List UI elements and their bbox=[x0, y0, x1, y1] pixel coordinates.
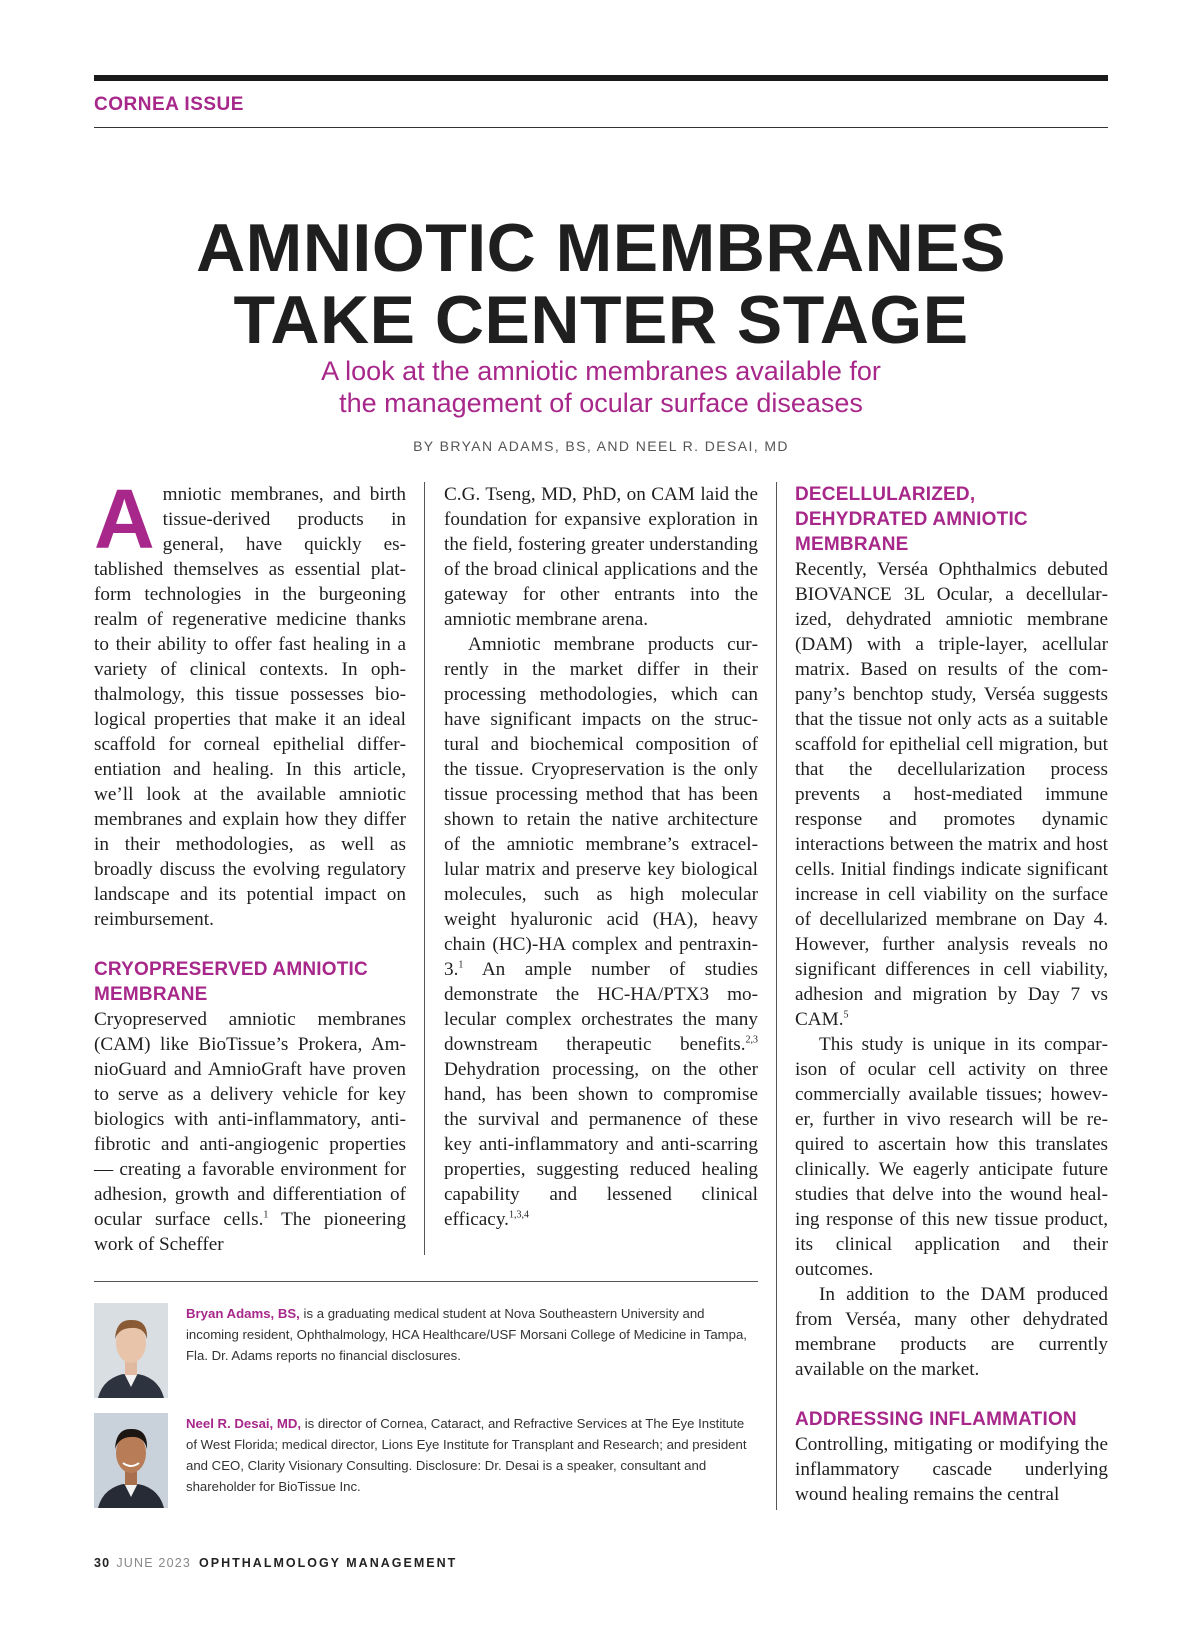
cam-paragraph-1-tail-start: The pioneering work of Scheffer bbox=[94, 1209, 406, 1255]
reference-marker: 1,3,4 bbox=[508, 1209, 529, 1221]
cam-paragraph-1-text: Cryopreserved amniotic membranes (CAM) like BioTissue’s Prokera, AmnioGuard and AmnioGraft have proven to serve as a delivery vehicle for key biologics with anti-inflammatory, anti-fibrotic and anti-angiogenic properties — creating a favorable environment for adhesion, growth and differentiation of ocular surface cells. bbox=[94, 1009, 406, 1230]
page-footer bbox=[94, 1556, 457, 1570]
deck-line-1: A look at the amniotic membranes available for bbox=[321, 356, 881, 386]
reference-marker: 1 bbox=[263, 1209, 269, 1221]
inflammation-paragraph-1: Controlling, mitigating or modifying the inflammatory cascade underlying wound healing remains the central bbox=[795, 1434, 1108, 1505]
author-photo-adams bbox=[94, 1303, 168, 1398]
page-number: 30 bbox=[94, 1556, 111, 1570]
reference-marker: 5 bbox=[843, 1009, 849, 1021]
cam-paragraph-1 bbox=[94, 1007, 406, 1257]
byline: BY BRYAN ADAMS, BS, AND NEEL R. DESAI, MD bbox=[413, 438, 789, 454]
bio-name: Bryan Adams, BS, bbox=[186, 1306, 300, 1321]
header-divider bbox=[94, 127, 1108, 128]
cam-heading: CRYOPRESERVED AMNIOTIC MEMBRANE bbox=[94, 959, 368, 1005]
cam-paragraph-2-b: An ample number of studies demonstrate the HC-HA/PTX3 molecular complex orchestrates the many downstream therapeutic benefits. bbox=[444, 959, 758, 1055]
issue-date: JUNE 2023 bbox=[116, 1556, 192, 1570]
reference-marker: 1 bbox=[458, 959, 464, 971]
dam-paragraph-3: In addition to the DAM produced from Verséa, many other dehydrated membrane products are currently available on the market. bbox=[795, 1284, 1108, 1380]
column-2 bbox=[444, 482, 758, 1232]
column-1 bbox=[94, 472, 406, 1257]
cam-paragraph-2 bbox=[444, 632, 758, 1232]
drop-cap: A bbox=[94, 472, 155, 566]
bio-text-desai bbox=[186, 1413, 758, 1497]
deck-line-2: the management of ocular surface diseases bbox=[339, 388, 863, 418]
bio-description: is a graduating medical student at Nova Southeastern University and incoming resident, Ophthalmology, HCA Healthcare/USF Morsani College of Medicine in Tampa, Fla. Dr. Adams reports no financial disclosures. bbox=[186, 1306, 747, 1363]
title-line-1: AMNIOTIC MEMBRANES bbox=[196, 210, 1006, 286]
section-label: CORNEA ISSUE bbox=[94, 94, 244, 115]
cam-paragraph-2-c: Dehydration processing, on the other hand, has been shown to compromise the survival and permanence of these key anti-inflammatory and anti-scarring properties, suggesting reduced healing capability and lessened clinical efficacy. bbox=[444, 1059, 758, 1230]
bio-name: Neel R. Desai, MD, bbox=[186, 1416, 302, 1431]
column-divider-1 bbox=[424, 482, 425, 1255]
column-3 bbox=[795, 482, 1108, 1507]
reference-marker: 2,3 bbox=[745, 1034, 758, 1046]
article-title bbox=[94, 212, 1108, 356]
inflammation-heading: ADDRESSING INFLAMMATION bbox=[795, 1409, 1077, 1430]
bio-text-adams bbox=[186, 1303, 758, 1366]
publication-name: OPHTHALMOLOGY MANAGEMENT bbox=[199, 1556, 458, 1570]
article-deck bbox=[94, 355, 1108, 419]
dam-paragraph-2: This study is unique in its comparison of ocular cell activity on three commercially available tissues; however, further in vivo research will be required to ascertain how this translates clinically. We eagerly anticipate future studies that delve into the wound healing response of this new tissue product, its clinical application and their outcomes. bbox=[795, 1034, 1108, 1280]
bio-description: is director of Cornea, Cataract, and Refractive Services at The Eye Institute of West Florida; medical director, Lions Eye Institute for Transplant and Research; and president and CEO, Clarity Visionary Consulting. Disclosure: Dr. Desai is a speaker, consultant and shareholder for BioTissue Inc. bbox=[186, 1416, 747, 1494]
author-photo-desai bbox=[94, 1413, 168, 1508]
title-line-2: TAKE CENTER STAGE bbox=[233, 282, 969, 358]
bio-divider bbox=[94, 1281, 758, 1282]
dam-paragraph-1 bbox=[795, 557, 1108, 1032]
intro-text: mniotic membranes, and birth tissue-derived products in general, have quickly established themselves as essential platform technologies in the burgeoning realm of regenerative medicine thanks to their ability to offer fast healing in a variety of clinical contexts. In ophthalmology, this tissue possesses biological properties that make it an ideal scaffold for corneal epithelial differentiation and healing. In this article, we’ll look at the available amniotic membranes and explain how they differ in their methodologies, as well as broadly discuss the evolving regulatory landscape and its potential impact on reimbursement. bbox=[94, 484, 406, 930]
dam-paragraph-1-text: Recently, Verséa Ophthalmics debuted BIOVANCE 3L Ocular, a decellularized, dehydrated amniotic membrane (DAM) with a triple-layer, acellular matrix. Based on results of the company’s benchtop study, Verséa suggests that the tissue not only acts as a suitable scaffold for epithelial cell migration, but that the decellularization process prevents a host-mediated immune response and promotes dynamic interactions between the matrix and host cells. Initial findings indicate significant increase in cell viability on the surface of decellularized membrane on Day 4. However, further analysis reveals no significant differences in cell viability, adhesion and migration by Day 7 vs CAM. bbox=[795, 559, 1108, 1030]
column-divider-2 bbox=[776, 482, 777, 1510]
cam-paragraph-2-a: Amniotic membrane products currently in the market differ in their processing methodologies, which can have significant impacts on the structural and biochemical composition of the tissue. Cryopreservation is the only tissue processing method that has been shown to retain the native architecture of the amniotic membrane’s extracellular matrix and preserve key biological molecules, such as high molecular weight hyaluronic acid (HA), heavy chain (HC)-HA complex and pentraxin-3. bbox=[444, 634, 758, 980]
top-rule bbox=[94, 75, 1108, 81]
cam-paragraph-1-continued: C.G. Tseng, MD, PhD, on CAM laid the foundation for expansive exploration in the field, fostering greater understanding of the broad clinical applications and the gateway for other entrants into the amniotic membrane arena. bbox=[444, 484, 758, 630]
dam-heading: DECELLULARIZED, DEHYDRATED AMNIOTIC MEMBRANE bbox=[795, 484, 1028, 555]
intro-paragraph bbox=[94, 472, 406, 932]
